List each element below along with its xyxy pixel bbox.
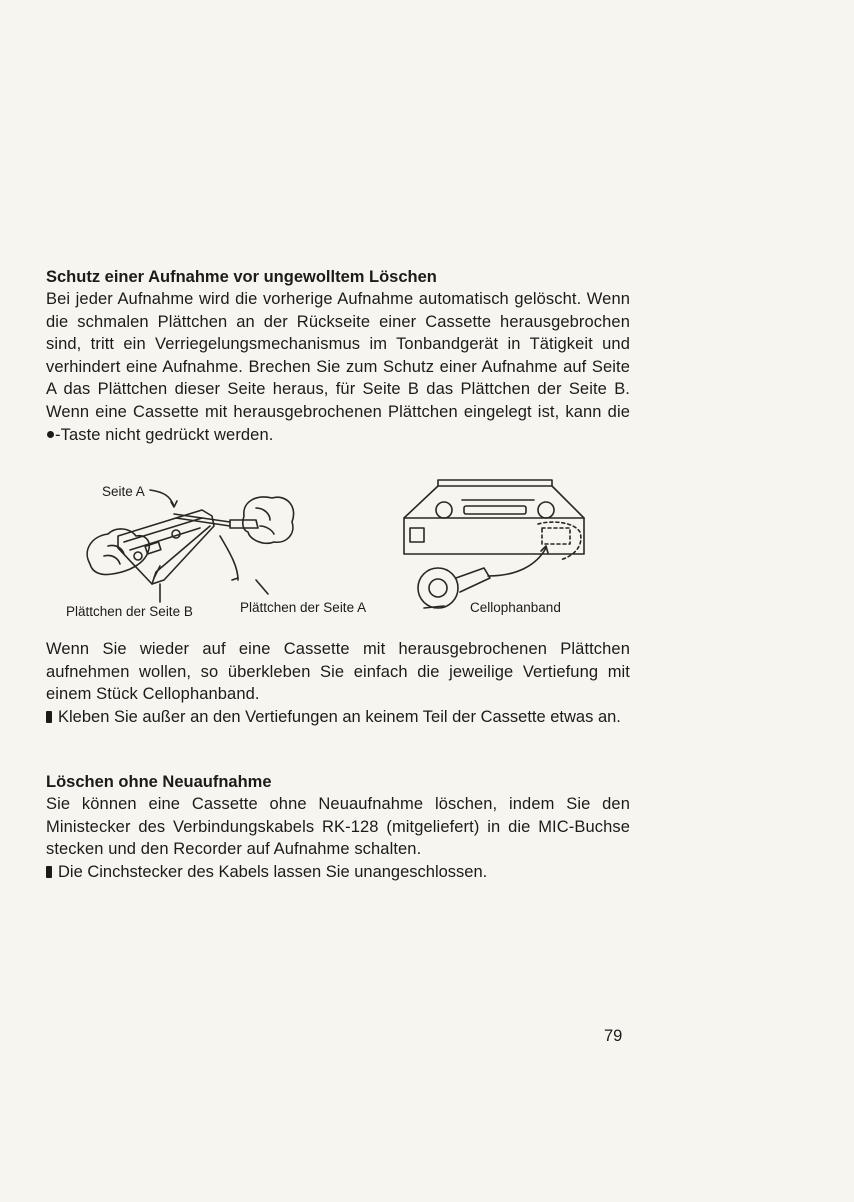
section-paragraph — [46, 288, 630, 446]
section-paragraph: Wenn Sie wieder auf eine Cassette mit herausgebrochenen Plättchen aufnehmen wollen, so überkleben Sie einfach die jeweilige Vertiefung mit einem Stück Cellophanband. — [46, 640, 630, 704]
record-dot-icon — [47, 431, 54, 438]
bullet-text: Kleben Sie außer an den Vertiefungen an keinem Teil der Cassette etwas an. — [58, 707, 621, 726]
label-seite-a: Seite A — [102, 484, 145, 499]
paragraph-text-end: -Taste nicht gedrückt werden. — [55, 425, 274, 444]
bullet-icon — [46, 711, 52, 723]
section-erase-only — [46, 771, 630, 883]
bullet-item — [46, 861, 630, 884]
cassette-illustration — [60, 476, 600, 622]
bullet-icon — [46, 866, 52, 878]
bullet-text: Die Cinchstecker des Kabels lassen Sie unangeschlossen. — [58, 862, 488, 881]
bullet-item — [46, 706, 630, 729]
section-heading: Schutz einer Aufnahme vor ungewolltem Löschen — [46, 268, 437, 286]
section-heading: Löschen ohne Neuaufnahme — [46, 773, 272, 791]
section-re-recording — [46, 638, 630, 728]
section-paragraph: Sie können eine Cassette ohne Neuaufnahme löschen, indem Sie den Ministecker des Verbindungskabels RK-128 (mitgeliefert) in die MIC-Buchse stecken und den Recorder auf Aufnahme schalten. — [46, 795, 630, 859]
label-plaettchen-a: Plättchen der Seite A — [240, 600, 367, 615]
label-cellophanband: Cellophanband — [470, 600, 561, 615]
page-number: 79 — [604, 1027, 623, 1045]
label-plaettchen-b: Plättchen der Seite B — [66, 604, 193, 619]
paragraph-text: Bei jeder Aufnahme wird die vorherige Aufnahme automatisch gelöscht. Wenn die schmalen Plättchen an der Rückseite einer Cassette herausgebrochen sind, tritt ein Verriegelungsmechanismus im Tonbandgerät in Tätigkeit und verhindert eine Aufnahme. Brechen Sie zum Schutz einer Aufnahme auf Seite A das Plättchen dieser Seite heraus, für Seite B das Plättchen der Seite B. Wenn eine Cassette mit herausgebrochenen Plättchen eingelegt ist, kann die — [46, 290, 630, 421]
section-recording-protection — [46, 266, 630, 446]
